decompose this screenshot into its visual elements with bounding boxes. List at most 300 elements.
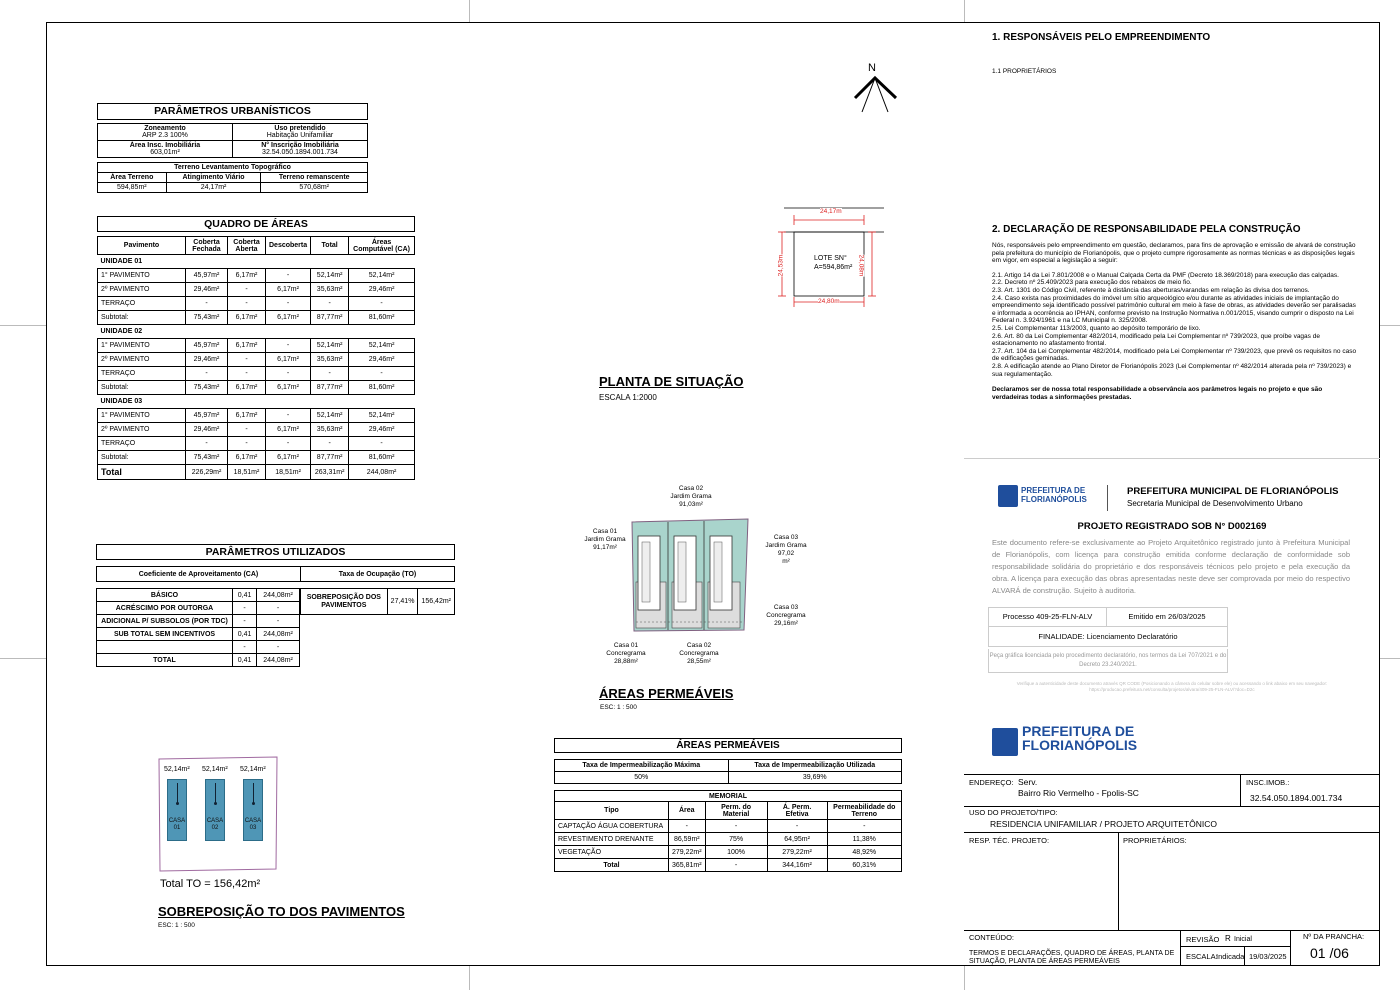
table-row: [98, 367, 415, 381]
used-header-table: [96, 566, 455, 582]
casa-label: CASA 01: [168, 818, 186, 831]
row-label: Total: [555, 859, 669, 872]
use-value: Habitação Unifamiliar: [266, 132, 334, 139]
urban-parameters: [97, 103, 368, 193]
table-cell: 75,43m²: [186, 311, 228, 325]
unit-heading: UNIDADE 02: [100, 328, 143, 335]
table-row: [97, 589, 300, 602]
table-cell: 6,17m²: [266, 423, 311, 437]
table-row: [98, 269, 415, 283]
row-label: REVESTIMENTO DRENANTE: [555, 833, 669, 846]
table-cell: -: [266, 339, 311, 353]
table-cell: 6,17m²: [266, 283, 311, 297]
logo-text: PREFEITURA DE: [1022, 723, 1135, 739]
table-cell: 75%: [705, 833, 767, 846]
table-cell: 29,46m²: [349, 423, 415, 437]
table-row: [98, 339, 415, 353]
table-cell: -: [186, 367, 228, 381]
title-block-logo: [990, 724, 1160, 758]
table-cell: -: [349, 437, 415, 451]
total-cell: 18,51m²: [266, 465, 311, 480]
conteudo-label: CONTEÚDO:: [969, 933, 1014, 942]
plan-label-line: Concregrama: [606, 650, 646, 657]
table-cell: -: [266, 367, 311, 381]
row-label: 1° PAVIMENTO: [98, 409, 186, 423]
permeable-scale: ESC: 1 : 500: [600, 704, 637, 711]
table-cell: 6,17m²: [266, 381, 311, 395]
label-casa02-garden: [666, 485, 716, 509]
total-cell: 18,51m²: [228, 465, 266, 480]
prancha-value: 01 /06: [1310, 945, 1349, 961]
overlap-scale: ESC: 1 : 500: [158, 922, 195, 929]
table-row: [97, 628, 300, 641]
row-label: 2º PAVIMENTO: [98, 283, 186, 297]
table-cell: 29,46m²: [349, 353, 415, 367]
table-row: [98, 283, 415, 297]
table-cell: -: [228, 437, 266, 451]
casa-block: [205, 779, 225, 841]
plan-label-line: 28,88m²: [614, 658, 638, 665]
table-row: [98, 423, 415, 437]
table-cell: -: [228, 297, 266, 311]
table-cell: 75,43m²: [186, 451, 228, 465]
section1-sub: 1.1 PROPRIETÁRIOS: [992, 68, 1057, 75]
stamp-process-box: [988, 607, 1228, 627]
table-cell: -: [767, 820, 827, 833]
table-cell: 81,60m²: [349, 451, 415, 465]
date-value: 19/03/2025: [1249, 952, 1287, 961]
overlap-area-label: 52,14m²: [164, 766, 190, 773]
table-cell: -: [186, 297, 228, 311]
use-label: Uso pretendido: [274, 125, 326, 132]
overlap-diagram: [156, 756, 278, 872]
logo-text: FLORIANÓPOLIS: [1022, 737, 1138, 753]
table-cell: 6,17m²: [266, 311, 311, 325]
logo-text: FLORIANÓPOLIS: [1021, 495, 1087, 504]
plan-label-line: Casa 01: [613, 642, 639, 649]
zone-value: ARP 2.3 100%: [142, 132, 188, 139]
insc-value: 32.54.050.1894.001.734: [1250, 793, 1343, 803]
table-row: [97, 615, 300, 628]
table-row: [97, 654, 300, 667]
table-cell: 45,97m²: [186, 269, 228, 283]
table-cell: 244,08m²: [257, 654, 300, 667]
areas-header: Pavimento: [98, 237, 186, 255]
used-title: PARÂMETROS UTILIZADOS: [96, 544, 455, 560]
ca-table: [96, 588, 300, 667]
table-cell: 0,41: [233, 589, 257, 602]
overlap-area-label: 52,14m²: [202, 766, 228, 773]
perm-rate-table: [554, 759, 902, 784]
row-label: ADICIONAL P/ SUBSOLOS (POR TDC): [97, 615, 233, 628]
table-cell: 11,38%: [827, 833, 901, 846]
prancha-label: Nº DA PRANCHA:: [1303, 932, 1365, 941]
row-label: Subtotal:: [98, 381, 186, 395]
plan-label-line: Casa 01: [592, 528, 618, 535]
row-label: TERRAÇO: [98, 437, 186, 451]
fold-mark: [964, 0, 965, 22]
plan-label-line: Casa 03: [773, 534, 799, 541]
plan-label-line: 91,17m²: [593, 544, 617, 551]
row-label: BÁSICO: [97, 589, 233, 602]
escala-value: Indicada: [1216, 952, 1245, 961]
plan-label-line: 29,16m²: [774, 620, 798, 627]
fold-mark: [469, 966, 470, 990]
row-label: VEGETAÇÃO: [555, 846, 669, 859]
declaration-closing: Declaramos ser de nossa total responsabilidade a observância aos parâmetros legais no projeto e que são verdadeiras todas a sinformações prestadas.: [992, 386, 1323, 401]
label-casa03-concrete: [762, 604, 810, 628]
table-row: [97, 641, 300, 654]
row-label: 1° PAVIMENTO: [98, 269, 186, 283]
overlap-total: Total TO = 156,42m²: [160, 878, 261, 890]
table-row: [98, 297, 415, 311]
fold-mark: [1380, 325, 1400, 326]
perm-value: 39,69%: [728, 772, 902, 784]
table-cell: 81,60m²: [349, 381, 415, 395]
overlap-title: SOBREPOSIÇÃO TO DOS PAVIMENTOS: [158, 904, 405, 919]
table-cell: -: [669, 820, 706, 833]
lot-label: [814, 254, 852, 272]
table-cell: -: [266, 437, 311, 451]
row-label: SUB TOTAL SEM INCENTIVOS: [97, 628, 233, 641]
permeable-plan: [626, 518, 752, 634]
section1-title: 1. RESPONSÁVEIS PELO EMPREENDIMENTO: [992, 32, 1211, 43]
row-label: TERRAÇO: [98, 367, 186, 381]
table-cell: 29,46m²: [186, 353, 228, 367]
label-casa03-garden: [762, 534, 810, 566]
logo-text: PREFEITURA DE: [1021, 486, 1086, 495]
memorial-header: Permeabilidade do Terreno: [827, 802, 901, 820]
declaration-item: 2.8. A edificação atende ao Plano Diretor de Florianópolis 2023 (Lei Complementar nº 482/2014 alterada pela nº 739/2023) e sua regulamentação.: [992, 362, 1352, 378]
lot-name: LOTE SN°: [814, 255, 847, 262]
table-row: [98, 311, 415, 325]
stamp-registered: PROJETO REGISTRADO SOB N° D002169: [1077, 521, 1267, 532]
row-label: ACRÉSCIMO POR OUTORGA: [97, 602, 233, 615]
zone-label: Zoneamento: [144, 125, 186, 132]
table-cell: 29,46m²: [349, 283, 415, 297]
table-cell: 6,17m²: [228, 409, 266, 423]
table-row: [98, 451, 415, 465]
table-cell: -: [266, 297, 311, 311]
table-cell: -: [705, 820, 767, 833]
endereco-line1: Serv.: [1018, 777, 1038, 787]
uso-label: USO DO PROJETO/TIPO:: [969, 808, 1058, 817]
areas-header: Coberta Fechada: [186, 237, 228, 255]
table-cell: 52,14m²: [311, 339, 349, 353]
to-header: Taxa de Ocupação (TO): [301, 567, 455, 582]
table-row: [555, 846, 902, 859]
city-logo: [998, 485, 1087, 509]
table-cell: 64,95m²: [767, 833, 827, 846]
table-cell: -: [228, 367, 266, 381]
table-cell: -: [186, 437, 228, 451]
areas-header: Coberta Aberta: [228, 237, 266, 255]
table-cell: 60,31%: [827, 859, 901, 872]
stamp-process: Processo 409-25-FLN-ALV: [989, 608, 1107, 626]
perm-value: 50%: [555, 772, 729, 784]
to-table: [300, 588, 455, 615]
memorial-table: [554, 790, 902, 872]
revisao-r: R: [1225, 934, 1231, 943]
declaration-item: 2.2. Decreto nº 25.409/2023 para execução dos rebaixos de meio fio.: [992, 279, 1192, 287]
table-cell: 100%: [705, 846, 767, 859]
table-cell: 48,92%: [827, 846, 901, 859]
plan-label-line: 97,02: [777, 550, 795, 557]
table-cell: 75,43m²: [186, 381, 228, 395]
north-arrow-icon: [852, 74, 900, 114]
stamp-note: Peça gráfica licenciada pelo procedimento declaratório, nos termos da Lei 707/2021 e do Decreto 23.240/2021.: [988, 649, 1228, 673]
stamp-dept: Secretaria Municipal de Desenvolvimento Urbano: [1127, 499, 1303, 508]
declaration-item: 2.3. Art. 1301 do Código Civil, referente à distância das aberturas/varandas em relação às divisa dos terrenos.: [992, 286, 1310, 294]
table-cell: 87,77m²: [311, 451, 349, 465]
table-cell: 52,14m²: [349, 409, 415, 423]
stamp-issued: Emitido em 26/03/2025: [1128, 612, 1206, 621]
table-cell: -: [257, 615, 300, 628]
table-cell: 6,17m²: [228, 451, 266, 465]
conteudo-value: TERMOS E DECLARAÇÕES, QUADRO DE ÁREAS, PLANTA DE SITUAÇÃO, PLANTA DE ÁREAS PERMEÁVEIS: [969, 950, 1175, 965]
table-cell: 52,14m²: [349, 339, 415, 353]
table-cell: 45,97m²: [186, 409, 228, 423]
plan-label-line: Jardim Grama: [584, 536, 626, 543]
table-cell: 35,63m²: [311, 423, 349, 437]
label-casa01-concrete: [603, 642, 649, 666]
table-row: [555, 859, 902, 872]
row-label: TERRAÇO: [98, 297, 186, 311]
table-cell: 52,14m²: [311, 269, 349, 283]
table-cell: -: [349, 297, 415, 311]
lot-area: A=594,86m²: [814, 264, 853, 271]
area-label: Área Insc. Imobiliária: [129, 142, 201, 149]
casa-label: CASA 02: [206, 818, 224, 831]
table-cell: 45,97m²: [186, 339, 228, 353]
topo-header: Área Terreno: [98, 173, 167, 183]
table-cell: 29,46m²: [186, 283, 228, 297]
fold-mark: [1380, 658, 1400, 659]
plan-label-line: 28,55m²: [687, 658, 711, 665]
table-cell: -: [257, 602, 300, 615]
total-row: [98, 465, 415, 480]
perm-header: Taxa de Impermeabilização Máxima: [555, 760, 729, 772]
unit-heading: UNIDADE 01: [100, 258, 143, 265]
memorial-header: Área: [669, 802, 706, 820]
revisao-value: Inicial: [1234, 936, 1252, 943]
resp-label: RESP. TÉC. PROJETO:: [969, 836, 1050, 845]
declaration-item: 2.5. Lei Complementar 113/2003, quanto ao depósito temporário de lixo.: [992, 324, 1201, 332]
insc-value: 32.54.050.1894.001.734: [262, 149, 338, 156]
row-label: Subtotal:: [98, 311, 186, 325]
table-cell: -: [311, 297, 349, 311]
table-cell: 344,16m²: [767, 859, 827, 872]
fold-mark: [964, 966, 965, 990]
fold-mark: [0, 325, 46, 326]
unit-heading: UNIDADE 03: [100, 398, 143, 405]
table-row: [98, 437, 415, 451]
insc-label: INSC.IMOB.:: [1246, 778, 1290, 787]
stamp-verify: Verifique a autenticidade deste documento através QR CODE (Posicionando a câmera do celular sobre ele) ou acessando o link abaixo em seu navegador: https://producao.prefeitura.net/consulta/projetos/alvara/409-25-FLN-ALV/?doc=D2c: [1016, 681, 1328, 692]
plan-label-line: Concregrama: [679, 650, 719, 657]
areas-header: Áreas Computável (CA): [349, 237, 415, 255]
table-cell: -: [233, 641, 257, 654]
areas-header: Descoberta: [266, 237, 311, 255]
permeable-table-block: [554, 738, 902, 872]
table-cell: -: [233, 615, 257, 628]
fold-mark: [0, 658, 46, 659]
plan-label-line: m²: [782, 558, 790, 565]
plan-label-line: Jardim Grama: [765, 542, 807, 549]
memorial-title: MEMORIAL: [555, 791, 902, 802]
table-cell: 244,08m²: [257, 628, 300, 641]
table-cell: -: [705, 859, 767, 872]
declaration-items: [992, 272, 1360, 378]
table-cell: 244,08m²: [257, 589, 300, 602]
table-cell: 87,77m²: [311, 311, 349, 325]
row-label: CAPTAÇÃO ÁGUA COBERTURA: [555, 820, 669, 833]
table-cell: -: [228, 353, 266, 367]
stamp-body: Este documento refere-se exclusivamente ao Projeto Arquitetônico registrado junto à Prefeitura Municipal de Florianópolis, com licença para construção emitida conforme declaração de conformidade sob responsabilidade solidária do proprietário e dos responsáveis técnicos pelo projeto e pela execução da obra. A licença para execução das obras apresentadas neste deve ser comprovada por meio do respectivo ALVARÁ de construção. Sujeito à auditoria.: [992, 538, 1350, 595]
topo-header: Terreno remanscente: [261, 173, 368, 183]
table-cell: 52,14m²: [349, 269, 415, 283]
row-label: 1° PAVIMENTO: [98, 339, 186, 353]
table-cell: 365,81m²: [669, 859, 706, 872]
table-cell: 81,60m²: [349, 311, 415, 325]
topo-value: 570,68m²: [261, 183, 368, 193]
table-cell: 29,46m²: [186, 423, 228, 437]
uso-value: RESIDENCIA UNIFAMILIAR / PROJETO ARQUITETÔNICO: [990, 819, 1218, 829]
insc-label: N° Inscrição Imobiliária: [261, 142, 339, 149]
table-cell: 279,22m²: [767, 846, 827, 859]
table-cell: -: [266, 409, 311, 423]
memorial-header: Á. Perm. Efetiva: [767, 802, 827, 820]
total-cell: 244,08m²: [349, 465, 415, 480]
row-label: 2º PAVIMENTO: [98, 423, 186, 437]
row-label: TOTAL: [97, 654, 233, 667]
dim-right: 24,08m: [857, 254, 865, 277]
topo-value: 24,17m²: [166, 183, 261, 193]
total-cell: 226,29m²: [186, 465, 228, 480]
memorial-header: Perm. do Material: [705, 802, 767, 820]
topo-value: 594,85m²: [98, 183, 167, 193]
table-cell: -: [233, 602, 257, 615]
declaration-item: 2.7. Art. 104 da Lei Complementar 482/2014, modificado pela Lei Complementar nº 739/2023, que prevê os requisitos no caso de edificações geminadas.: [992, 347, 1357, 363]
table-cell: -: [266, 269, 311, 283]
table-cell: 6,17m²: [228, 269, 266, 283]
table-row: [98, 381, 415, 395]
endereco-line2: Bairro Rio Vermelho - Fpolis-SC: [1018, 788, 1139, 798]
table-cell: -: [311, 437, 349, 451]
area-value: 603,01m²: [150, 149, 180, 156]
areas-table-block: [97, 216, 415, 480]
topo-title: Terreno Levantamento Topográfico: [98, 163, 368, 173]
areas-header: Total: [311, 237, 349, 255]
table-cell: -: [228, 283, 266, 297]
row-label: 2º PAVIMENTO: [98, 353, 186, 367]
north-label: N: [868, 62, 876, 74]
table-cell: 86,59m²: [669, 833, 706, 846]
table-cell: 6,17m²: [228, 311, 266, 325]
table-cell: 0,41: [233, 654, 257, 667]
casa-block: [243, 779, 263, 841]
section2-title: 2. DECLARAÇÃO DE RESPONSABILIDADE PELA CONSTRUÇÃO: [992, 224, 1301, 235]
table-cell: 6,17m²: [228, 339, 266, 353]
table-cell: 35,63m²: [311, 353, 349, 367]
declaration-item: 2.4. Caso exista nas proximidades do imóvel um sítio arqueológico e/ou durante as atividades iniciais de implantação do empreendimento seja identificado possível patrimônio cultural em meio à fase de obras, as atividades deverão ser paralisadas e informada a ocorrência ao IPHAN, conforme previsto na Instrução Normativa n.001/2015, visando cumprir o disposto na Lei Federal n. 3.924/1961 e na LC Municipal n. 325/2008.: [992, 294, 1356, 325]
perm-table-title: ÁREAS PERMEÁVEIS: [554, 738, 902, 753]
plan-label-line: Casa 02: [678, 485, 704, 492]
perm-header: Taxa de Impermeabilização Utilizada: [728, 760, 902, 772]
total-label: Total: [98, 465, 186, 480]
permeable-title: ÁREAS PERMEÁVEIS: [599, 686, 734, 701]
declaration-item: 2.1. Artigo 14 da Lei 7.801/2008 e o Manual Calçada Certa da PMF (Decreto 18.369/2018) para execução das calçadas.: [992, 271, 1339, 279]
plan-label-line: Concregrama: [766, 612, 806, 619]
plan-label-line: 91,03m²: [679, 501, 703, 508]
endereco-label: ENDEREÇO:: [969, 778, 1014, 787]
row-label: [97, 641, 233, 654]
table-cell: 279,22m²: [669, 846, 706, 859]
table-cell: -: [311, 367, 349, 381]
situation-title: PLANTA DE SITUAÇÃO: [599, 374, 744, 389]
total-cell: 263,31m²: [311, 465, 349, 480]
label-casa02-concrete: [676, 642, 722, 666]
table-cell: -: [827, 820, 901, 833]
table-cell: 52,14m²: [311, 409, 349, 423]
dim-left: 24,53m: [777, 254, 785, 277]
declaration-item: 2.6. Art. 80 da Lei Complementar 482/2014, modificado pela Lei Complementar nº 739/2023, que proíbe vagas de estacionamento no afastamento frontal.: [992, 332, 1320, 348]
table-row: [98, 353, 415, 367]
situation-scale: ESCALA 1:2000: [599, 393, 657, 402]
memorial-header: Tipo: [555, 802, 669, 820]
plan-label-line: Jardim Grama: [670, 493, 712, 500]
to-area: 156,42m²: [418, 589, 455, 615]
revisao-label: REVISÃO: [1186, 935, 1220, 944]
table-cell: 6,17m²: [266, 353, 311, 367]
ca-header: Coeficiente de Aproveitamento (CA): [97, 567, 301, 582]
prop-label: PROPRIETÁRIOS:: [1123, 836, 1187, 845]
stamp-org: PREFEITURA MUNICIPAL DE FLORIANÓPOLIS: [1127, 486, 1339, 497]
table-cell: 6,17m²: [228, 381, 266, 395]
table-row: [555, 820, 902, 833]
urban-table: [97, 123, 368, 158]
to-label: SOBREPOSIÇÃO DOS PAVIMENTOS: [301, 589, 388, 615]
casa-block: [167, 779, 187, 841]
dim-bottom: 24,80m: [818, 298, 840, 305]
table-row: [555, 833, 902, 846]
row-label: Subtotal:: [98, 451, 186, 465]
casa-label: CASA 03: [244, 818, 262, 831]
section2-body: [992, 242, 1360, 401]
dim-top: 24,17m: [820, 208, 842, 215]
fold-mark: [469, 0, 470, 22]
urban-title: PARÂMETROS URBANÍSTICOS: [97, 103, 368, 120]
table-cell: -: [257, 641, 300, 654]
stamp-purpose: FINALIDADE: Licenciamento Declaratório: [988, 627, 1228, 647]
plan-label-line: Casa 03: [773, 604, 799, 611]
areas-table: [97, 236, 415, 480]
table-cell: -: [228, 423, 266, 437]
escala-label: ESCALA:: [1186, 952, 1218, 961]
table-row: [97, 602, 300, 615]
topo-table: [97, 162, 368, 193]
table-cell: 6,17m²: [266, 451, 311, 465]
table-cell: 87,77m²: [311, 381, 349, 395]
table-cell: 35,63m²: [311, 283, 349, 297]
table-cell: 0,41: [233, 628, 257, 641]
topo-header: Atingimento Viário: [166, 173, 261, 183]
table-row: [98, 409, 415, 423]
areas-title: QUADRO DE ÁREAS: [97, 216, 415, 232]
plan-label-line: Casa 02: [686, 642, 712, 649]
used-parameters: [96, 544, 455, 664]
table-cell: -: [349, 367, 415, 381]
